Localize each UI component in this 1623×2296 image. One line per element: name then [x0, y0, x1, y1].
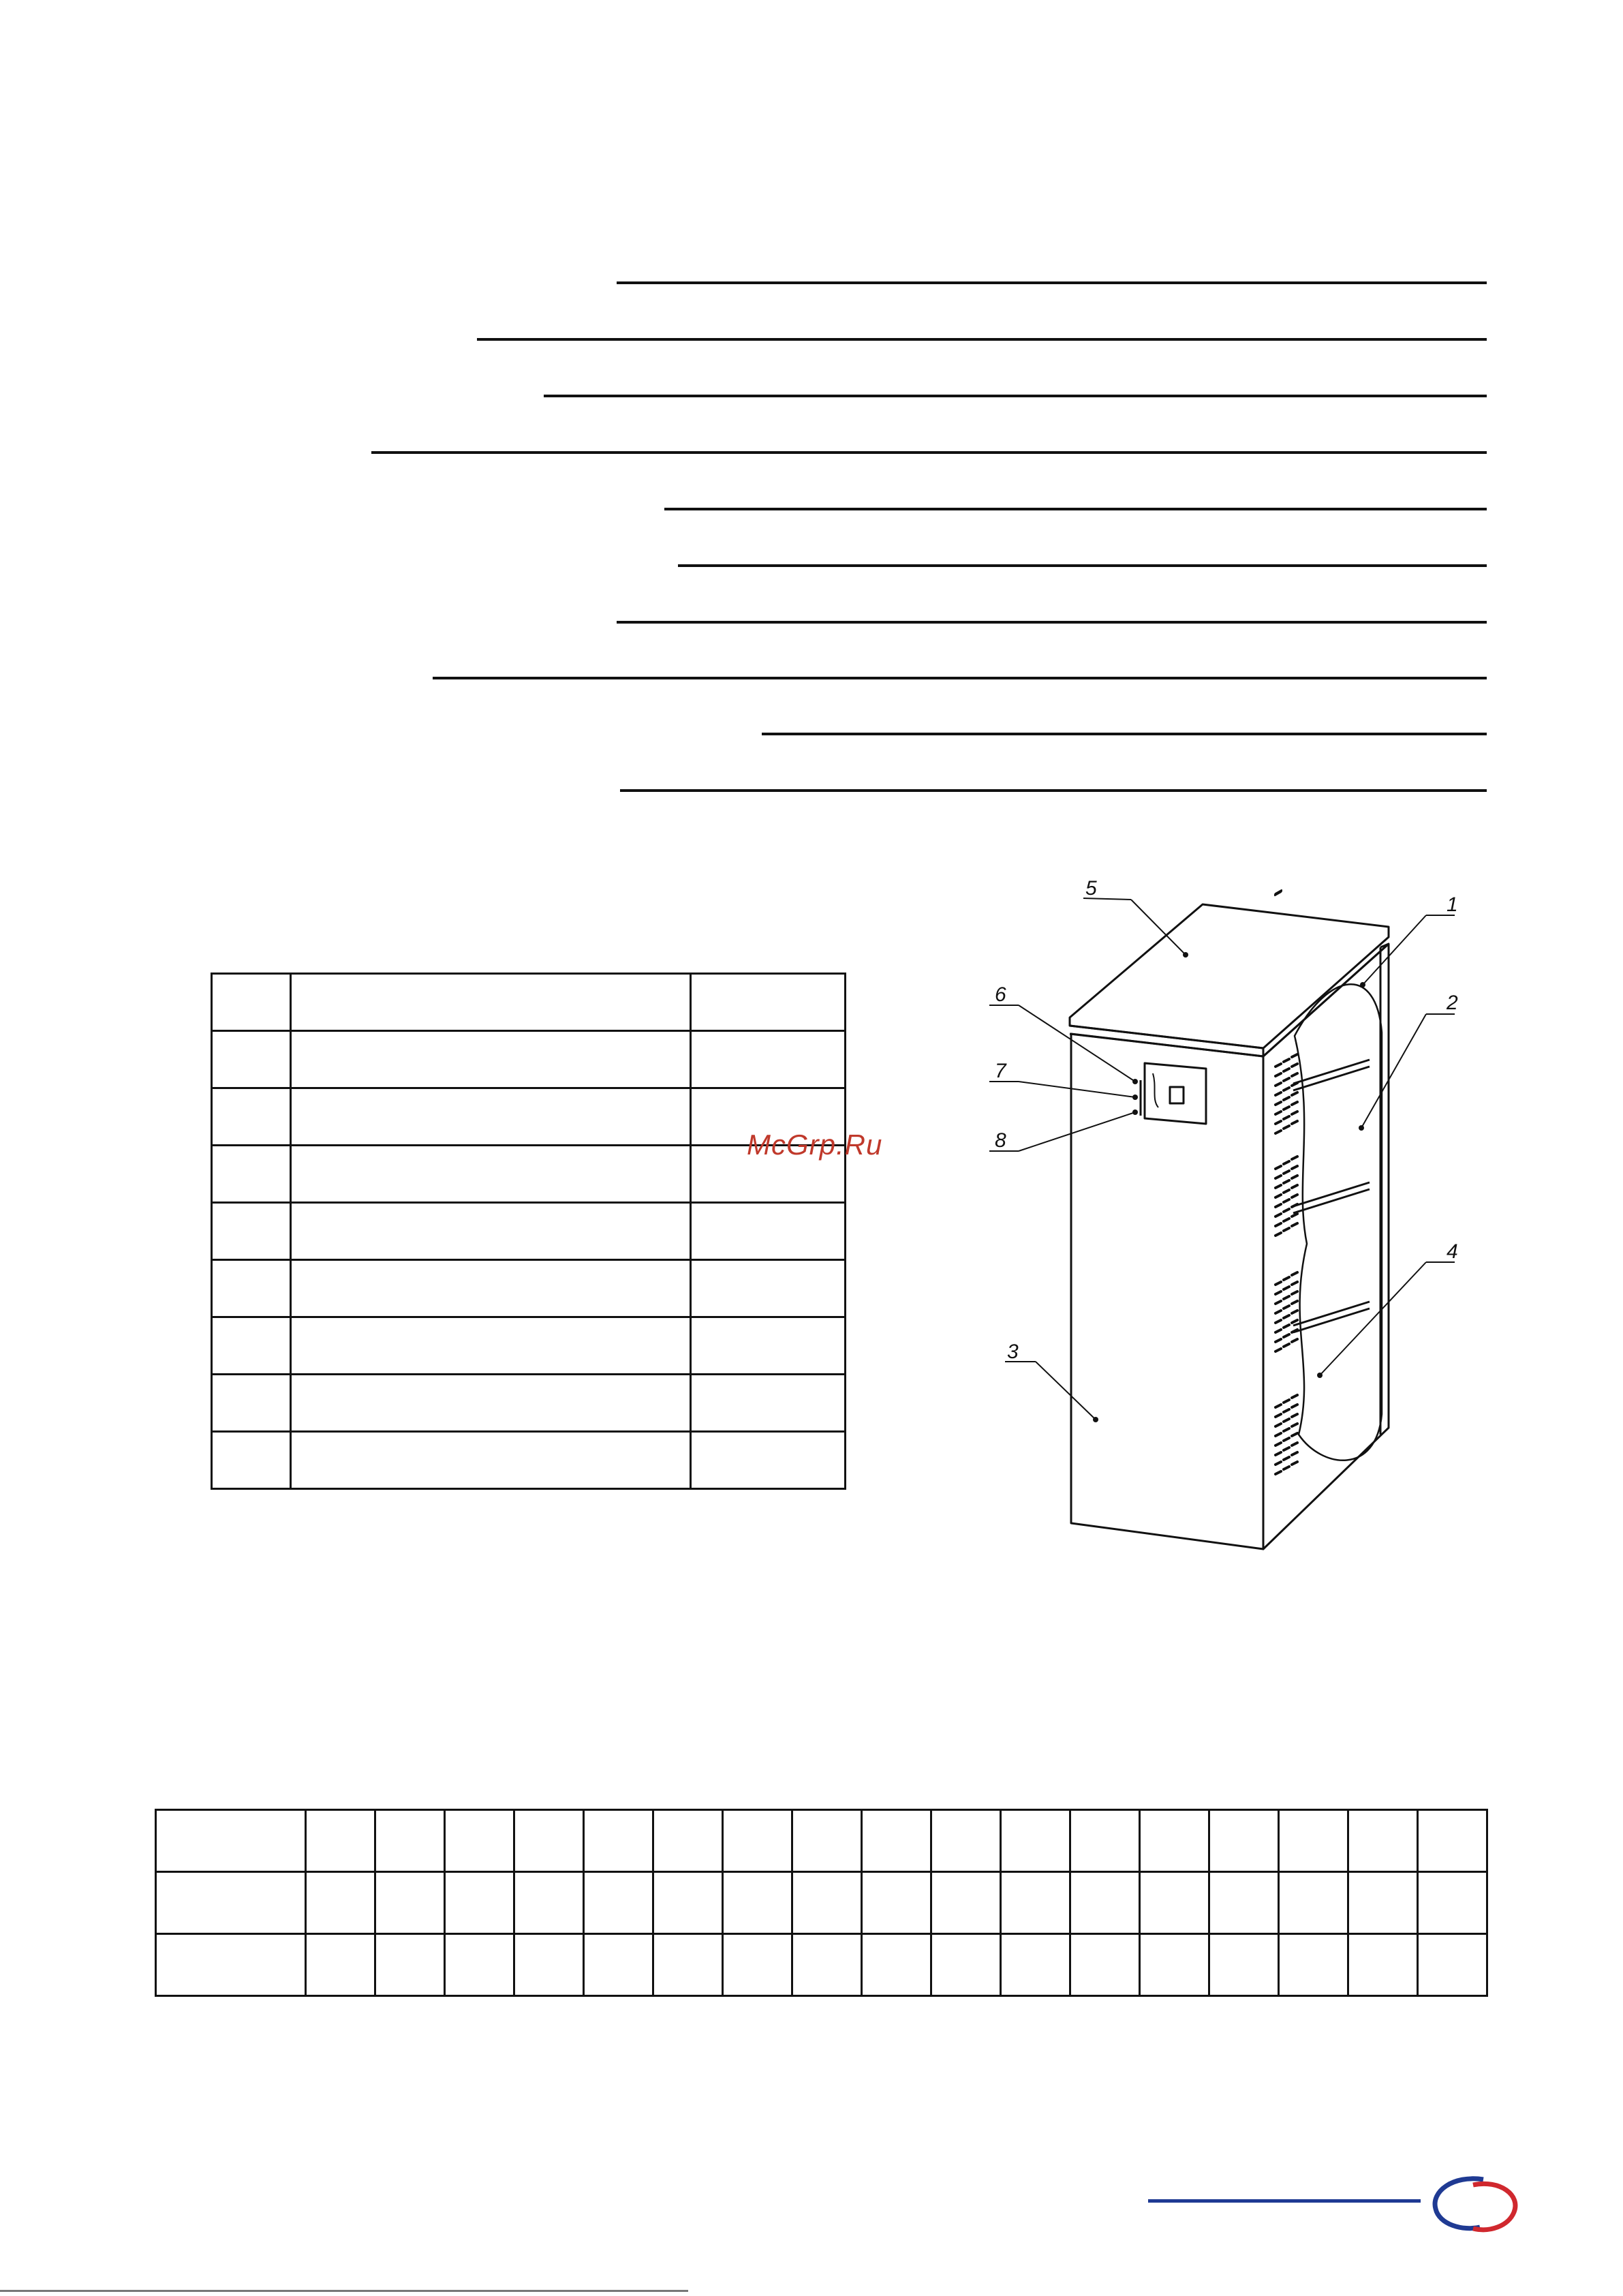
fill-in-line — [617, 621, 1487, 624]
vent-slot — [1276, 1320, 1281, 1323]
cabinet-drawing — [974, 862, 1479, 1564]
vent-slot — [1284, 1306, 1289, 1308]
vent-slot — [1276, 1083, 1281, 1086]
side-panel — [1263, 944, 1389, 1549]
vent-slot — [1284, 1171, 1289, 1174]
vent-slot — [1276, 1204, 1281, 1207]
fill-in-line — [477, 338, 1487, 341]
vent-slot — [1292, 1073, 1297, 1076]
spec-table — [155, 1809, 1488, 1997]
vent-slot — [1284, 1448, 1289, 1450]
table-row — [212, 1432, 846, 1489]
vent-slot — [1276, 1102, 1281, 1105]
vent-slot — [1284, 1325, 1289, 1328]
vent-slot — [1276, 1195, 1281, 1197]
vent-slot — [1292, 1311, 1297, 1313]
vent-slot — [1276, 1452, 1281, 1455]
vent-slot — [1292, 1452, 1297, 1455]
vent-slot — [1284, 1097, 1289, 1100]
vent-slot — [1276, 1424, 1281, 1426]
vent-slot — [1292, 1424, 1297, 1426]
fill-in-line — [762, 733, 1487, 735]
table-row — [212, 1317, 846, 1375]
vent-slot — [1284, 1180, 1289, 1183]
fill-in-line — [678, 564, 1487, 567]
callout-label: 7 — [995, 1060, 1006, 1082]
vent-slot — [1292, 1112, 1297, 1114]
vent-slot — [1292, 1157, 1297, 1159]
vent-slot — [1292, 1339, 1297, 1342]
vent-slot — [1284, 1126, 1289, 1129]
vent-slot — [1284, 1059, 1289, 1062]
vent-slot — [1276, 1443, 1281, 1445]
vent-slot — [1284, 1287, 1289, 1289]
vent-slot — [1284, 1419, 1289, 1422]
vent-slot — [1284, 1409, 1289, 1412]
vent-slot — [1292, 1214, 1297, 1216]
vent-slot — [1292, 1395, 1297, 1398]
vent-slot — [1292, 1414, 1297, 1417]
vent-slot — [1292, 1204, 1297, 1207]
callout-label: 4 — [1447, 1240, 1458, 1263]
vent-slot — [1284, 1088, 1289, 1090]
fill-in-line — [371, 451, 1487, 454]
vent-slot — [1292, 1054, 1297, 1057]
vent-slot — [1292, 1443, 1297, 1445]
callout-label: 2 — [1447, 992, 1458, 1014]
vent-slot — [1276, 1092, 1281, 1095]
table-row — [212, 1203, 846, 1260]
vent-slot — [1284, 1315, 1289, 1318]
vent-slot — [1284, 1277, 1289, 1280]
callout-label: 1 — [1447, 893, 1458, 916]
vent-slot — [1284, 1107, 1289, 1109]
fill-in-line — [433, 677, 1487, 679]
vent-slot — [1276, 1176, 1281, 1178]
vent-slot — [1292, 1083, 1297, 1086]
brand-logo-icon — [1425, 2171, 1528, 2239]
vent-slot — [1284, 1078, 1289, 1081]
vent-slot — [1292, 1102, 1297, 1105]
table-row — [212, 1031, 846, 1088]
vent-slot — [1292, 1092, 1297, 1095]
fill-in-line — [544, 395, 1487, 397]
vent-slot — [1292, 1462, 1297, 1465]
vent-slot — [1276, 1311, 1281, 1313]
vent-slot — [1292, 1272, 1297, 1275]
vent-slot — [1292, 1223, 1297, 1226]
vent-slot — [1292, 1405, 1297, 1407]
vent-slot — [1276, 1233, 1281, 1236]
vent-slot — [1284, 1228, 1289, 1231]
vent-slot — [1276, 1223, 1281, 1226]
vent-slot — [1276, 1405, 1281, 1407]
vent-slot — [1292, 1282, 1297, 1285]
vent-slot — [1284, 1219, 1289, 1221]
watermark: McGrp.Ru — [747, 1129, 883, 1161]
vent-slot — [1284, 1457, 1289, 1460]
vent-slot — [1276, 1330, 1281, 1332]
vent-slot — [1292, 1166, 1297, 1169]
footer-rule — [1148, 2199, 1421, 2203]
front-panel — [1071, 1034, 1263, 1549]
vent-slot — [1292, 1176, 1297, 1178]
vent-slot — [1292, 1433, 1297, 1436]
fill-in-line — [620, 789, 1487, 792]
vent-slot — [1284, 1209, 1289, 1212]
vent-slot — [1276, 1282, 1281, 1285]
vent-slot — [1284, 1190, 1289, 1193]
vent-slot — [1284, 1467, 1289, 1469]
vent-slot — [1276, 1131, 1281, 1133]
vent-slot — [1276, 1462, 1281, 1465]
vent-slot — [1292, 1291, 1297, 1294]
callout-label: 8 — [995, 1129, 1006, 1152]
vent-slot — [1284, 1199, 1289, 1202]
cabinet-top — [1070, 904, 1389, 1048]
callout-label: 6 — [995, 983, 1006, 1006]
vent-slot — [1292, 1121, 1297, 1124]
fill-in-line — [617, 281, 1487, 284]
table-row — [212, 1375, 846, 1432]
vent-slot — [1276, 1214, 1281, 1216]
fill-in-line — [664, 508, 1487, 510]
table-row — [156, 1872, 1487, 1934]
vent-slot — [1292, 1320, 1297, 1323]
page-edge-strip — [0, 2290, 688, 2292]
table-row — [156, 1934, 1487, 1996]
vent-slot — [1284, 1438, 1289, 1441]
callout-label: 3 — [1007, 1341, 1019, 1363]
vent-slot — [1284, 1161, 1289, 1164]
vent-slot — [1284, 1428, 1289, 1431]
vent-slot — [1292, 1195, 1297, 1197]
vent-slot — [1276, 1112, 1281, 1114]
vent-slot — [1284, 1296, 1289, 1299]
vent-slot — [1276, 1471, 1281, 1474]
vent-slot — [1284, 1344, 1289, 1347]
table-row — [156, 1810, 1487, 1872]
vent-slot — [1284, 1334, 1289, 1337]
table-row — [212, 974, 846, 1031]
vent-slot — [1284, 1069, 1289, 1071]
vent-slot — [1276, 1339, 1281, 1342]
vent-slot — [1284, 1116, 1289, 1119]
vent-slot — [1276, 1185, 1281, 1188]
vent-slot — [1292, 1064, 1297, 1067]
vent-slot — [1276, 1349, 1281, 1351]
vent-slot — [1276, 1414, 1281, 1417]
vent-slot — [1276, 1301, 1281, 1304]
vent-slot — [1276, 1064, 1281, 1067]
vent-slot — [1284, 1400, 1289, 1403]
vent-slot — [1276, 1291, 1281, 1294]
vent-slot — [1292, 1185, 1297, 1188]
callout-label: 5 — [1085, 877, 1097, 900]
vent-slot — [1276, 1166, 1281, 1169]
vent-slot — [1292, 1301, 1297, 1304]
vent-slot — [1276, 1433, 1281, 1436]
parts-table — [211, 973, 846, 1490]
vent-slot — [1276, 1073, 1281, 1076]
table-row — [212, 1260, 846, 1317]
vent-slot — [1276, 1121, 1281, 1124]
